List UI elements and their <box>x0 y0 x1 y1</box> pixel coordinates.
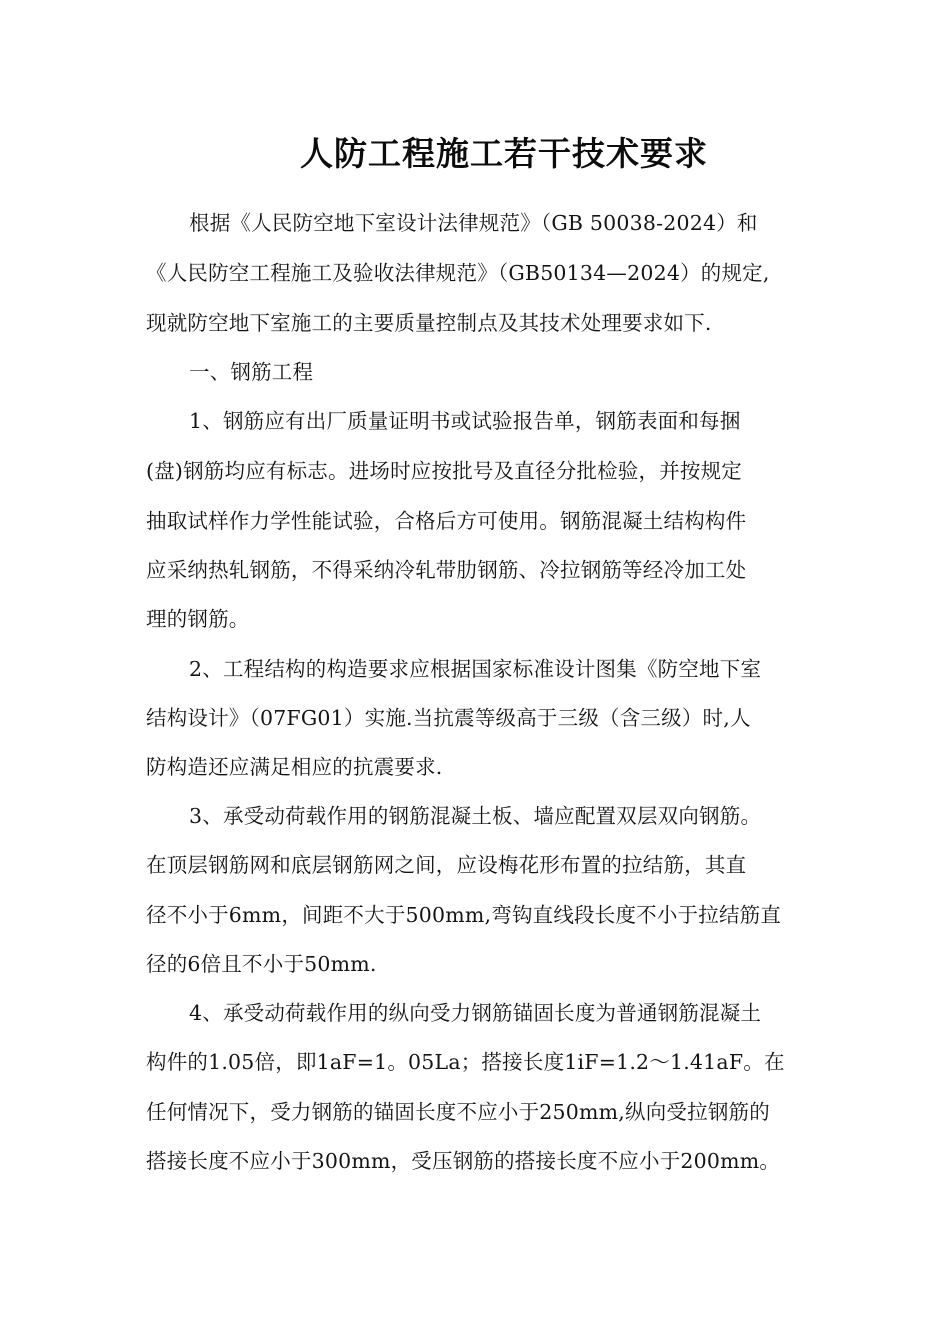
paragraph-line: 结构设计》（07FG01）实施.当抗震等级高于三级（含三级）时,人 <box>146 706 751 730</box>
paragraph-line: 理的钢筋。 <box>146 607 250 631</box>
paragraph-line: (盘)钢筋均应有标志。进场时应按批号及直径分批检验，并按规定 <box>146 459 742 483</box>
paragraph-line: 现就防空地下室施工的主要质量控制点及其技术处理要求如下. <box>146 311 712 335</box>
paragraph-line: 1、钢筋应有出厂质量证明书或试验报告单，钢筋表面和每捆 <box>189 409 741 433</box>
paragraph-line: 3、承受动荷载作用的钢筋混凝土板、墙应配置双层双向钢筋。 <box>189 804 762 828</box>
paragraph-line: 应采纳热轧钢筋，不得采纳冷轧带肋钢筋、冷拉钢筋等经冷加工处 <box>146 558 747 582</box>
paragraph-line: 任何情况下，受力钢筋的锚固长度不应小于250mm,纵向受拉钢筋的 <box>146 1100 770 1124</box>
paragraph-line: 在顶层钢筋网和底层钢筋网之间，应设梅花形布置的拉结筋，其直 <box>146 853 747 877</box>
paragraph-line: 径的6倍且不小于50mm. <box>146 952 377 976</box>
paragraph-line: 《人民防空工程施工及验收法律规范》（GB50134—2024）的规定, <box>146 261 770 285</box>
paragraph-line: 径不小于6mm，间距不大于500mm,弯钩直线段长度不小于拉结筋直 <box>146 903 782 927</box>
paragraph-line: 防构造还应满足相应的抗震要求. <box>146 755 443 779</box>
paragraph-line: 根据《人民防空地下室设计法律规范》（GB 50038-2024）和 <box>189 211 758 235</box>
paragraph-line: 搭接长度不应小于300mm，受压钢筋的搭接长度不应小于200mm。 <box>146 1149 781 1173</box>
paragraph-line: 抽取试样作力学性能试验，合格后方可使用。钢筋混凝土结构构件 <box>146 509 747 533</box>
paragraph-line: 构件的1.05倍，即1aF=1。05La；搭接长度1iF=1.2～1.41aF。在 <box>146 1050 785 1074</box>
paragraph-line: 4、承受动荷载作用的纵向受力钢筋锚固长度为普通钢筋混凝土 <box>189 1001 762 1025</box>
section-heading: 一、钢筋工程 <box>189 360 314 384</box>
paragraph-line: 2、工程结构的构造要求应根据国家标准设计图集《防空地下室 <box>189 657 762 681</box>
document-title: 人防工程施工若干技术要求 <box>300 134 708 173</box>
